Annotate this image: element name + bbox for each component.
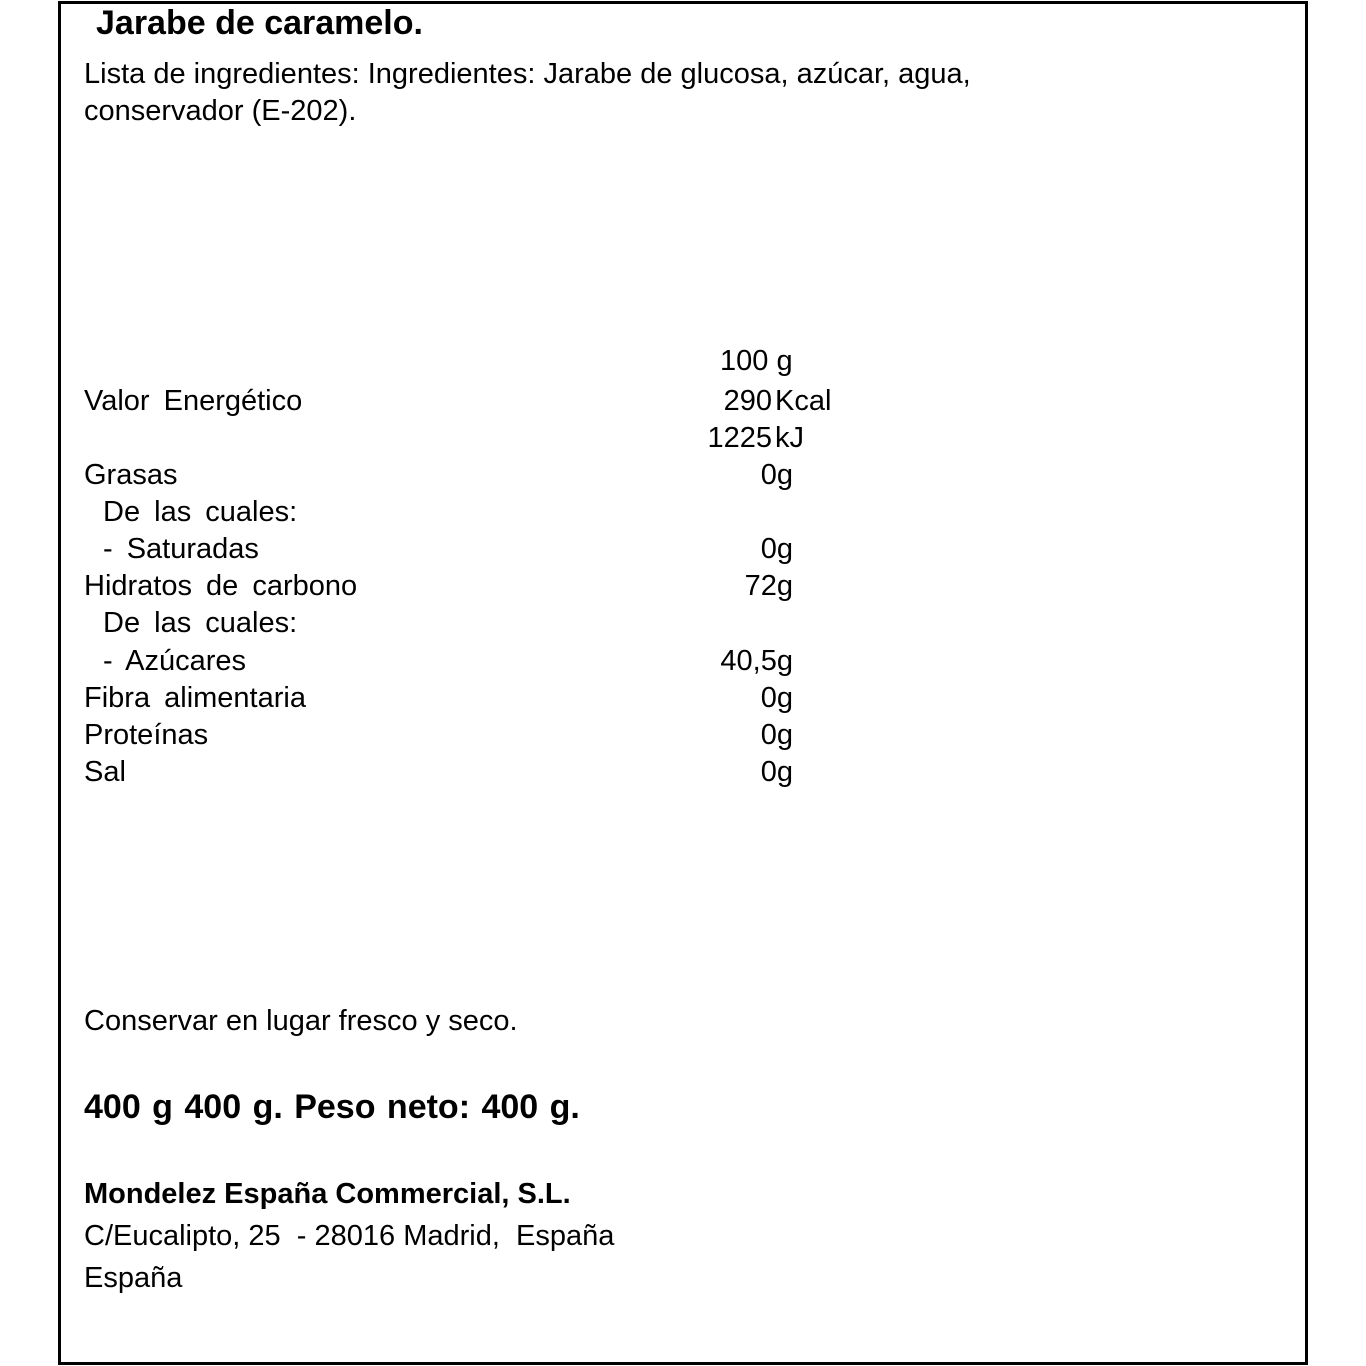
nutrition-row-sugars	[84, 643, 884, 680]
nutrition-row-protein	[84, 717, 884, 754]
nutrition-row-energy-kj	[84, 420, 884, 457]
nutrition-row-saturated	[84, 531, 884, 568]
energy-kj-unit: kJ	[775, 422, 804, 454]
nutrition-label: - Saturadas	[103, 533, 259, 565]
energy-kj-value: 1225	[707, 422, 772, 454]
nutrition-row-fat	[84, 457, 884, 494]
nutrition-column-header: 100 g	[720, 345, 793, 377]
nutrition-label: Proteínas	[84, 719, 209, 751]
nutrition-value: 0g	[760, 682, 793, 714]
energy-kcal-unit: Kcal	[775, 385, 832, 417]
nutrition-label: Sal	[84, 756, 126, 788]
storage-instructions: Conservar en lugar fresco y seco.	[84, 1005, 518, 1037]
nutrition-row-salt	[84, 754, 884, 791]
company-name: Mondelez España Commercial, S.L.	[84, 1178, 571, 1210]
nutrition-label: Fibra alimentaria	[84, 682, 306, 714]
nutrition-label: De las cuales:	[103, 496, 298, 528]
nutrition-value: 0g	[760, 533, 793, 565]
product-title: Jarabe de caramelo.	[96, 4, 423, 42]
nutrition-row-carb-subheader	[84, 605, 884, 642]
nutrition-value: 0g	[760, 719, 793, 751]
nutrition-row-carbohydrates	[84, 568, 884, 605]
nutrition-row-fat-subheader	[84, 494, 884, 531]
nutrition-label: Valor Energético	[84, 385, 303, 417]
nutrition-row-energy-kcal	[84, 383, 884, 420]
company-country: España	[84, 1262, 183, 1294]
nutrition-value: 0g	[760, 459, 793, 491]
nutrition-label: De las cuales:	[103, 607, 298, 639]
ingredients-list: Lista de ingredientes: Ingredientes: Jarabe de glucosa, azúcar, agua, conservador (E-202).	[84, 58, 971, 127]
net-weight: 400 g 400 g. Peso neto: 400 g.	[84, 1088, 580, 1126]
nutrition-value: 0g	[760, 756, 793, 788]
company-address: C/Eucalipto, 25 - 28016 Madrid, España	[84, 1220, 615, 1252]
nutrition-label: Hidratos de carbono	[84, 570, 358, 602]
nutrition-value: 72g	[744, 570, 793, 602]
nutrition-label: Grasas	[84, 459, 178, 491]
nutrition-label: - Azúcares	[103, 645, 246, 677]
energy-kcal-value: 290	[723, 385, 772, 417]
nutrition-value: 40,5g	[720, 645, 793, 677]
nutrition-row-fiber	[84, 680, 884, 717]
